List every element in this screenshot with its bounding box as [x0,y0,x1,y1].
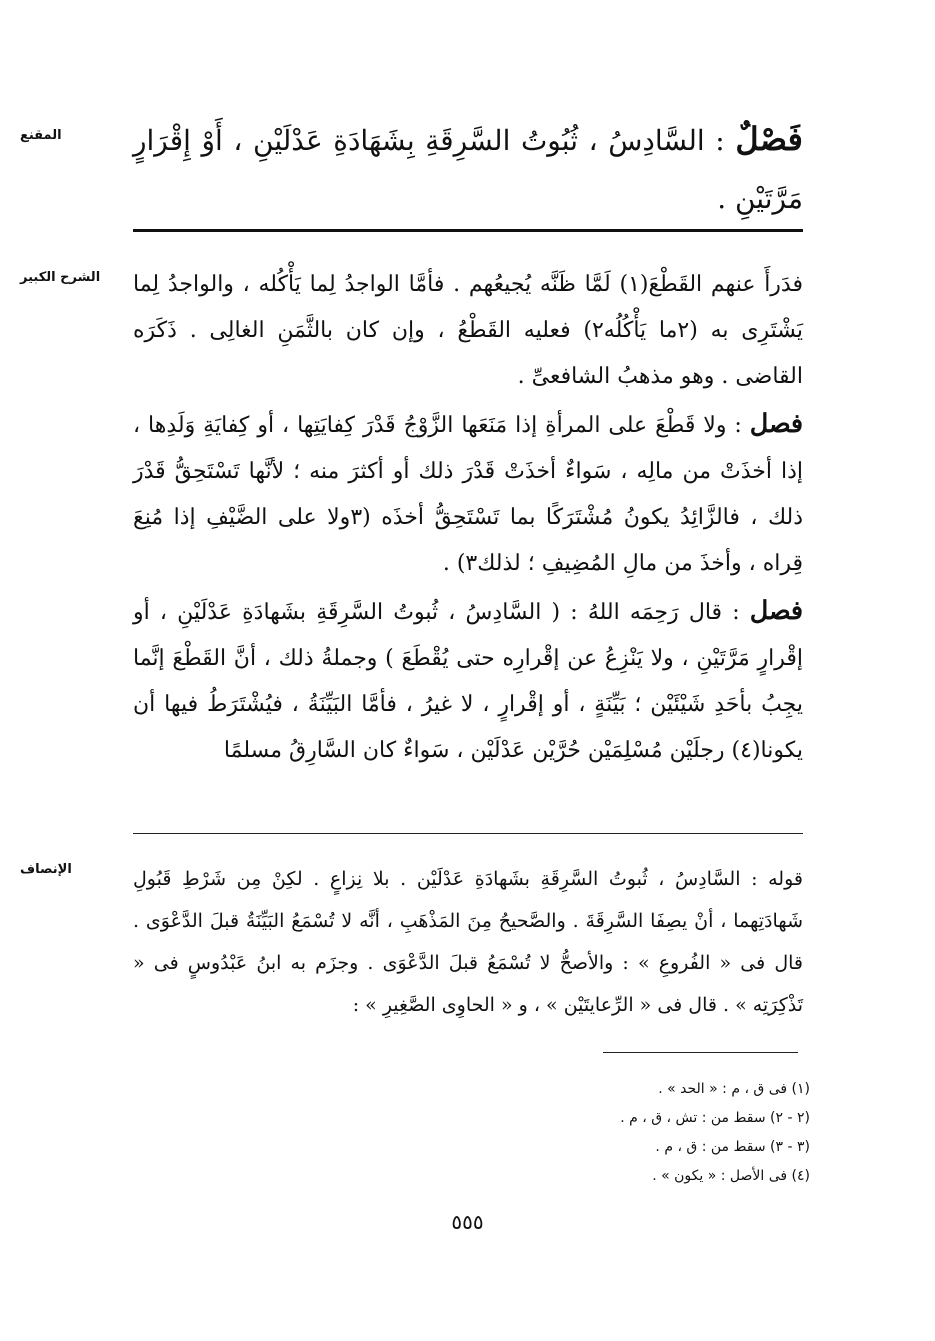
sharh-body-3: : قال رَحِمَه اللهُ : ( السَّادِسُ ، ثُبوتُ السَّرِقَةِ بشَهادَةِ عَدْلَيْنِ ، أو إقْرارٍ مَرَّتَيْنِ ، ولا يَنْزِعُ عن إقْرارِه حتى يُقْطَعَ ) وجملةُ ذلك ، أنَّ القَطْعَ إنَّما يجِبُ بأحَدِ شَيْئَيْن ؛ بَيِّنَةٍ ، أو إقْرارٍ ، لا غيرُ ، فأمَّا البَيِّنَةُ ، فيُشْتَرَطُ فيها أن يكونا(٤) رجلَيْن مُسْلِمَيْن حُرَّيْن عَدْلَيْن ، سَواءٌ كان السَّارِقُ مسلمًا [133,600,803,763]
sharh-paragraph-3 [133,587,803,774]
sharh-body-2: : ولا قَطْعَ على المرأةِ إذا مَنَعَها الزَّوْجُ قَدْرَ كِفايَتِها ، أو كِفايَةِ وَلَدِها ، إذا أخذَتْ من مالِه ، سَواءٌ أخذَتْ قَدْرَ ذلك أو أكثرَ منه ؛ لأنَّها تَسْتَحِقُّ قَدْرَ ذلك ، فالزَّائِدُ يكونُ مُشْتَرَكًا بما تَسْتَحِقُّ أخذَه (٣ولا على الضَّيْفِ إذا مُنِعَ قِراه ، وأخذَ من مالِ المُضِيفِ ؛ لذلك٣) . [133,413,803,576]
insaf-paragraph: قوله : السَّادِسُ ، ثُبوتُ السَّرِقَةِ بشَهادَةِ عَدْلَيْن . بلا نِزاعٍ . لكِنْ مِن شَرْطِ قَبُولِ شَهادَتِهما ، أنْ يصِفَا السَّرِقَةَ . والصَّحيحُ مِنَ المَذْهَبِ ، أنَّه لا تُسْمَعُ البَيِّنَةُ قبلَ الدَّعْوَى . قال فى « الفُروعِ » : والأصحُّ لا تُسْمَعُ قبلَ الدَّعْوَى . وجزَم به ابنُ عَبْدُوسٍ فى « تَذْكِرَتِه » . قال فى « الرِّعايتَيْن » ، و « الحاوِى الصَّغِيرِ » : [133,868,803,1016]
matn-separator-rule [133,229,803,232]
insaf-text-block [133,858,803,1026]
sharh-lead-word-2: فصل [749,408,803,438]
footnote-1: (١) فى ق ، م : « الحد » . [658,1081,810,1097]
footnote-3: (٣ - ٣) سقط من : ق ، م . [655,1139,810,1155]
matn-lead-word: فَصْلٌ [735,120,803,158]
matn-text-block [133,110,803,228]
section-label-insaf: الإنصاف [20,862,72,877]
matn-paragraph [133,110,803,228]
sharh-paragraph-1: فدَرأَ عنهم القَطْعَ(١) لَمَّا ظَنَّه يُجيعُهم . فأمَّا الواجدُ لِما يَأْكُله ، والواجدُ لِما يَشْتَرِى به (٢ما يَأْكُلُه٢) فعليه القَطْعُ ، وإن كان بالثَّمَنِ الغالِى . ذَكَرَه القاضى . وهو مذهبُ الشافعىِّ . [133,272,804,389]
sharh-paragraph-2 [133,400,803,587]
footnote-4: (٤) فى الأصل : « يكون » . [652,1168,810,1184]
footnotes [210,1075,810,1191]
section-label-matn: المقنع [20,128,62,143]
sharh-separator-rule [133,833,803,834]
matn-body: : السَّادِسُ ، ثُبُوتُ السَّرِقَةِ بِشَهَادَةِ عَدْلَيْنِ ، أَوْ إِقْرَارٍ مَرَّتَيْنِ . [133,124,803,215]
footnote-2: (٢ - ٢) سقط من : تش ، ق ، م . [620,1110,810,1126]
sharh-lead-word-3: فصل [749,595,803,625]
page-number: ٥٥٥ [451,1210,484,1234]
footnote-separator-rule [603,1052,798,1053]
sharh-text-block [133,262,803,774]
section-label-sharh: الشرح الكبير [20,270,101,285]
